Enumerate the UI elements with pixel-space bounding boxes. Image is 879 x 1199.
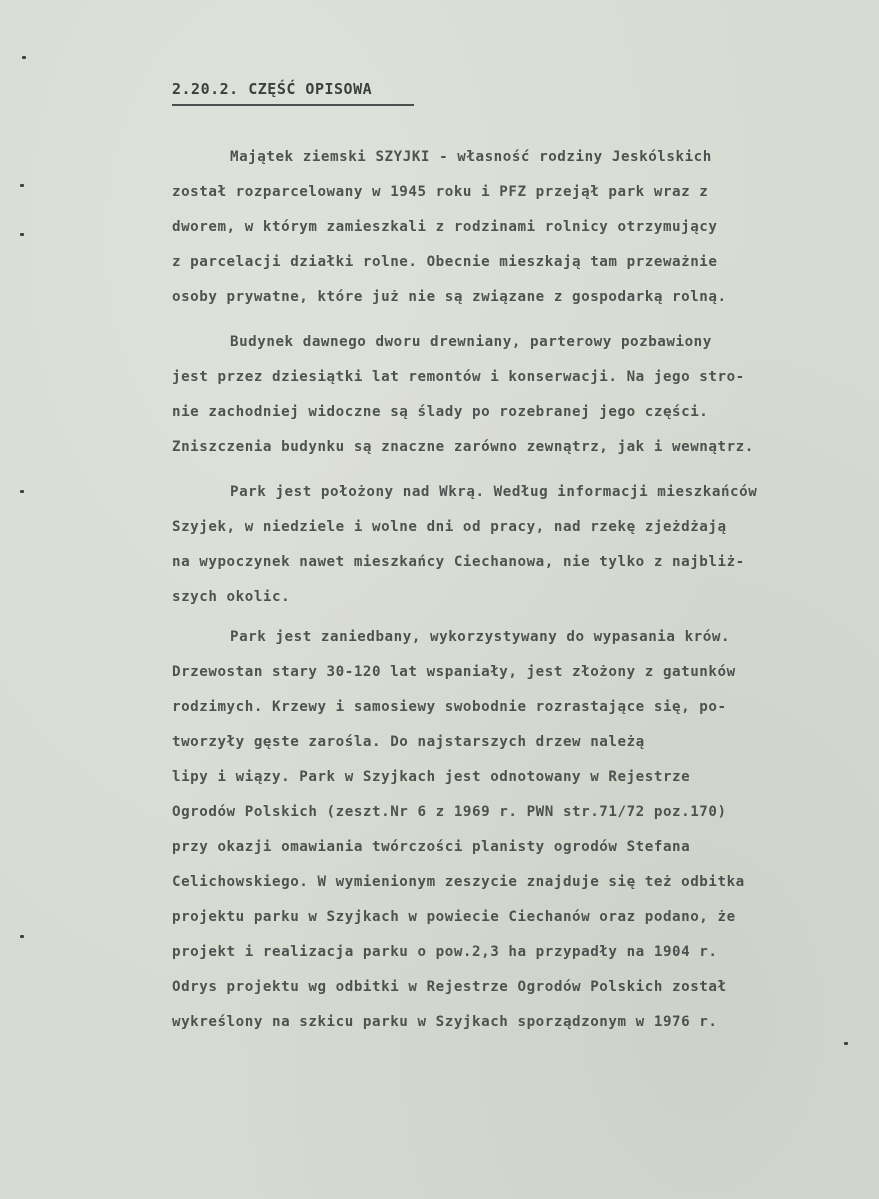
text-line: przy okazji omawiania twórczości planisty ogrodów Stefana bbox=[172, 839, 691, 855]
text-line: wykreślony na szkicu parku w Szyjkach sporządzonym w 1976 r. bbox=[172, 1014, 718, 1030]
text-line: Celichowskiego. W wymienionym zeszycie znajduje się też odbitka bbox=[172, 874, 745, 890]
scan-speck bbox=[22, 56, 26, 59]
paragraph-park-location bbox=[172, 475, 872, 615]
scan-speck bbox=[20, 935, 24, 938]
scan-speck bbox=[844, 1042, 848, 1045]
text-line: rodzimych. Krzewy i samosiewy swobodnie rozrastające się, po- bbox=[172, 699, 727, 715]
text-line: na wypoczynek nawet mieszkańcy Ciechanowa, nie tylko z najbliż- bbox=[172, 554, 745, 570]
text-line: nie zachodniej widoczne są ślady po rozebranej jego części. bbox=[172, 404, 709, 420]
scan-speck bbox=[20, 184, 24, 187]
text-line: jest przez dziesiątki lat remontów i konserwacji. Na jego stro- bbox=[172, 369, 745, 385]
text-line: Szyjek, w niedziele i wolne dni od pracy, nad rzekę zjeżdżają bbox=[172, 519, 727, 535]
text-line: szych okolic. bbox=[172, 589, 291, 605]
text-line: tworzyły gęste zarośla. Do najstarszych drzew należą bbox=[172, 734, 645, 750]
text-line: Budynek dawnego dworu drewniany, parterowy pozbawiony bbox=[230, 334, 712, 350]
text-line: projektu parku w Szyjkach w powiecie Ciechanów oraz podano, że bbox=[172, 909, 736, 925]
scan-speck bbox=[20, 233, 24, 236]
text-line: dworem, w którym zamieszkali z rodzinami rolnicy otrzymujący bbox=[172, 219, 718, 235]
text-line: Park jest położony nad Wkrą. Według informacji mieszkańców bbox=[230, 484, 758, 500]
section-heading: 2.20.2. CZĘŚĆ OPISOWA bbox=[172, 80, 373, 98]
scan-speck bbox=[20, 490, 24, 493]
paragraph-park-condition bbox=[172, 620, 872, 1040]
paragraph-manor-building bbox=[172, 325, 872, 465]
text-line: z parcelacji działki rolne. Obecnie mieszkają tam przeważnie bbox=[172, 254, 718, 270]
text-line: Majątek ziemski SZYJKI - własność rodziny Jeskólskich bbox=[230, 149, 712, 165]
text-line: Odrys projektu wg odbitki w Rejestrze Ogrodów Polskich został bbox=[172, 979, 727, 995]
text-line: lipy i wiązy. Park w Szyjkach jest odnotowany w Rejestrze bbox=[172, 769, 691, 785]
text-line: osoby prywatne, które już nie są związane z gospodarką rolną. bbox=[172, 289, 727, 305]
text-line: projekt i realizacja parku o pow.2,3 ha przypadły na 1904 r. bbox=[172, 944, 718, 960]
text-line: Ogrodów Polskich (zeszt.Nr 6 z 1969 r. PWN str.71/72 poz.170) bbox=[172, 804, 727, 820]
paragraph-estate-history bbox=[172, 140, 872, 315]
text-line: Zniszczenia budynku są znaczne zarówno zewnątrz, jak i wewnątrz. bbox=[172, 439, 754, 455]
text-line: został rozparcelowany w 1945 roku i PFZ przejął park wraz z bbox=[172, 184, 709, 200]
text-line: Drzewostan stary 30-120 lat wspaniały, jest złożony z gatunków bbox=[172, 664, 736, 680]
text-line: Park jest zaniedbany, wykorzystywany do wypasania krów. bbox=[230, 629, 731, 645]
heading-underline bbox=[172, 104, 414, 106]
